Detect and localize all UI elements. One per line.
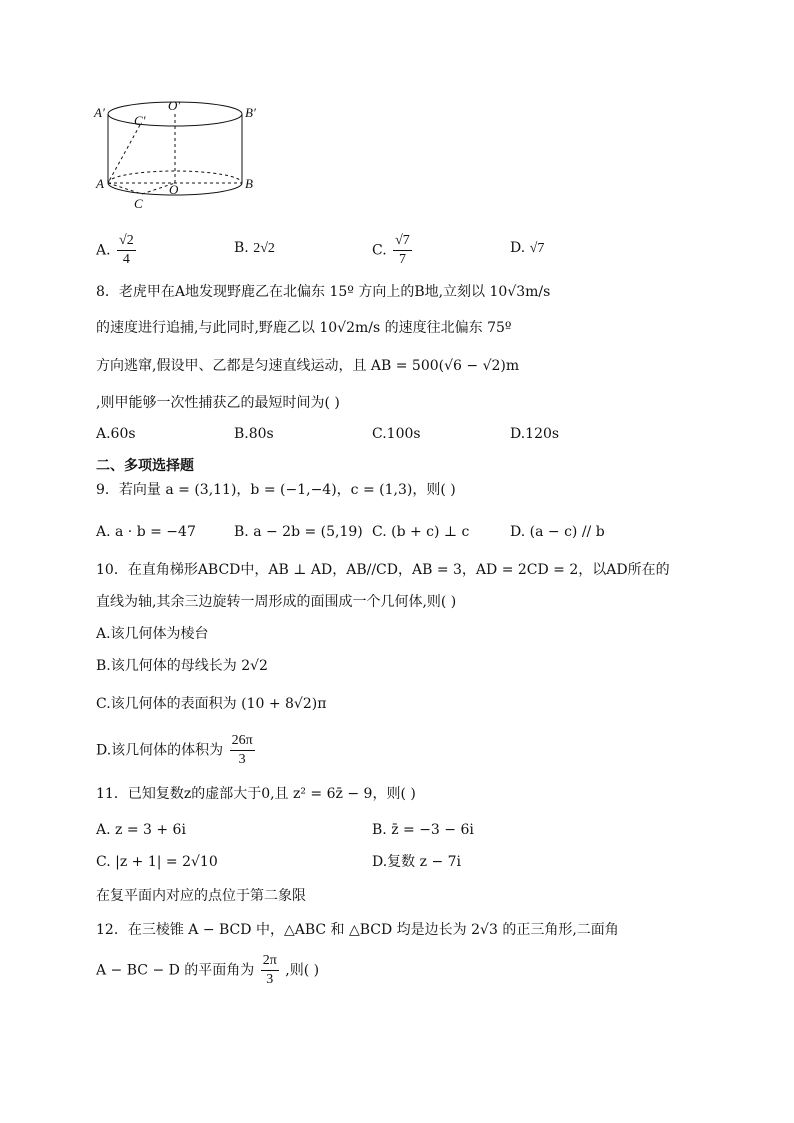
q8-option-a: A.60s xyxy=(96,426,136,442)
q7-option-c-den: 7 xyxy=(398,252,406,267)
label-c-prime: C′ xyxy=(134,113,146,128)
q8-line-2: 的速度进行追捕,与此同时,野鹿乙以 10√2m/s 的速度往北偏东 75º xyxy=(96,320,512,336)
q9-option-c: C. (b + c) ⊥ c xyxy=(372,524,470,540)
label-a-prime: A′ xyxy=(94,105,105,120)
q10-option-b: B.该几何体的母线长为 2√2 xyxy=(96,658,268,674)
q8-line-1: 8．老虎甲在A地发现野鹿乙在北偏东 15º 方向上的B地,立刻以 10√3m/s xyxy=(96,284,551,300)
q9-option-d: D. (a − c) // b xyxy=(510,524,605,540)
line-a-c xyxy=(108,183,142,194)
q7-option-b-label: B. xyxy=(234,240,249,256)
q11-option-d-continuation: 在复平面内对应的点位于第二象限 xyxy=(96,888,306,904)
q12-angle-fraction xyxy=(261,952,279,989)
q11-stem: 11．已知复数z的虚部大于0,且 z² = 6z̄ − 9，则( ) xyxy=(96,786,416,802)
q10-line-2: 直线为轴,其余三边旋转一周形成的面围成一个几何体,则( ) xyxy=(96,594,457,610)
q10-option-d xyxy=(96,732,257,769)
q11-option-c: C. |z + 1| = 2√10 xyxy=(96,854,218,870)
q8-option-d: D.120s xyxy=(510,426,560,442)
q7-option-c xyxy=(372,232,414,269)
q7-option-b xyxy=(234,238,275,259)
cylinder-figure xyxy=(90,92,270,216)
q7-option-d xyxy=(510,238,544,259)
q8-line-4: ,则甲能够一次性捕获乙的最短时间为( ) xyxy=(96,395,340,411)
q8-line-3: 方向逃窜,假设甲、乙都是匀速直线运动，且 AB = 500(√6 − √2)m xyxy=(96,358,520,374)
label-c: C xyxy=(134,196,143,211)
q12-line-2-prefix: A − BC − D 的平面角为 xyxy=(96,962,255,979)
q10-option-d-fraction xyxy=(230,732,255,769)
q10-option-a: A.该几何体为棱台 xyxy=(96,626,209,642)
q12-line-2-suffix: ,则( ) xyxy=(285,962,320,979)
q10-option-d-prefix: D.该几何体的体积为 xyxy=(96,742,224,759)
q8-option-b: B.80s xyxy=(234,426,274,442)
q11-option-d: D.复数 z − 7i xyxy=(372,854,462,870)
label-b-prime: B′ xyxy=(245,105,256,120)
label-a: A xyxy=(96,176,104,191)
q7-option-b-value: 2√2 xyxy=(253,241,275,256)
q7-option-c-fraction xyxy=(393,232,412,269)
q7-option-d-value: √7 xyxy=(529,241,545,256)
q7-option-c-num: √7 xyxy=(393,232,412,251)
q7-option-d-label: D. xyxy=(510,240,526,256)
q12-line-1: 12．在三棱锥 A − BCD 中，△ABC 和 △BCD 均是边长为 2√3 的正三角形,二面角 xyxy=(96,922,619,938)
q10-option-c: C.该几何体的表面积为 (10 + 8√2)π xyxy=(96,696,327,712)
q12-angle-den: 3 xyxy=(266,972,274,987)
line-c-prime-a xyxy=(108,125,140,183)
q10-option-d-den: 3 xyxy=(238,752,246,767)
section-title: 二、多项选择题 xyxy=(96,458,194,474)
q10-line-1: 10．在直角梯形ABCD中，AB ⊥ AD，AB//CD，AB = 3，AD = 2CD = 2，以AD所在的 xyxy=(96,562,670,578)
label-o: O xyxy=(169,182,179,197)
q9-stem: 9．若向量 a = (3,11)，b = (−1,−4)，c = (1,3)，则( ) xyxy=(96,482,456,498)
q9-option-b: B. a − 2b = (5,19) xyxy=(234,524,363,540)
q7-option-a-den: 4 xyxy=(122,252,130,267)
label-b: B xyxy=(245,176,253,191)
q7-option-a-fraction xyxy=(117,232,136,269)
q11-option-b: B. z̄ = −3 − 6i xyxy=(372,822,474,838)
q12-angle-num: 2π xyxy=(261,952,279,971)
q9-option-a: A. a · b = −47 xyxy=(96,524,196,540)
q10-option-d-num: 26π xyxy=(230,732,255,751)
q7-option-a xyxy=(96,232,138,269)
q7-option-c-label: C. xyxy=(372,242,387,259)
label-o-prime: O′ xyxy=(168,98,181,113)
q7-option-a-num: √2 xyxy=(117,232,136,251)
q8-option-c: C.100s xyxy=(372,426,421,442)
q7-option-a-label: A. xyxy=(96,242,111,259)
q11-option-a: A. z = 3 + 6i xyxy=(96,822,186,838)
q12-line-2 xyxy=(96,952,319,989)
